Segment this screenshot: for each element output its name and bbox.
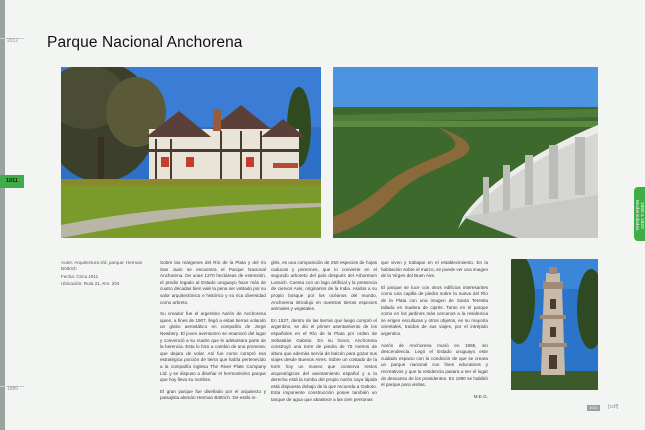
- paragraph: Su creador fue el argentino Aarón de Anchorena quien, a fines de 1907, llegó a estas tierras volando un globo aerostático en compañía de Jorge Newbery. El joven aventurero se enamoró del lugar y convenció a su madre que le adelantara parte de la herencia. Esta lo hizo a cambio de una promesa: que dejara de volar. Así fue como compró esa estratégica porción de tierra que había pertenecido a la compañía inglesa The River Plate Company Ltd. y se dispuso a diseñar el hermosísimo parque que hoy lleva su nombre.: [160, 311, 266, 383]
- timeline-year-top: 2012: [7, 38, 19, 44]
- author-signature: M.E.G.: [473, 393, 488, 399]
- paragraph: El gran parque fue diseñado por el arquitecto y paisajista alemán Herman Böttrich. De estilo in-: [160, 388, 266, 401]
- paragraph: Sobre las márgenes del Río de la Plata y del río San Juan se encuentra el Parque Nacional Anchorena. De unas 1370 hectáreas de extensión, el predio legado al Estado uruguayo hace más de cuatro décadas bien vale la pena ser visitado por su valor arquitectónico e histórico y su rica diversidad como arbreto.: [160, 260, 266, 305]
- section-tab-period: 1880 a 1920: [639, 201, 645, 229]
- text-column-3: [381, 260, 488, 405]
- tower-photo: [511, 259, 598, 390]
- timeline-current-year: 1911: [6, 178, 18, 184]
- section-tab-name: Modernidades: [634, 200, 639, 231]
- river-balcony-photo: [333, 67, 598, 238]
- text-column-2: [271, 260, 377, 408]
- credit-location: Ubicación: Ruta 21, Km. 204: [61, 281, 120, 287]
- text-column-1: [160, 260, 266, 407]
- credit-date: Fecha: Circa 1911: [61, 273, 99, 279]
- timeline-year-bottom: 1880: [7, 386, 19, 392]
- section-tab-label: [634, 190, 644, 240]
- paragraph: El parque se luce con otros edificios interesantes como una capilla de piedra sobre la nueva del Río de la Plata con una imagen de Santa Teresita tallada en madera de ciprés. Tanto en el parque como en los jardines más cercanos a la residencia se erigen esculturas y otros objetos, en su mayoría orientales, traídos de sus viajes, por el intrépido argentino.: [381, 284, 488, 336]
- paragraph: que viven y trabajan en el establecimiento. En la habitación sobre el marco, se puede ver una imagen de la Virgen del Buen Aire.: [381, 260, 488, 279]
- page-title: Parque Nacional Anchorena: [47, 34, 243, 51]
- paragraph: glés, es una composición de 250 especies de hojas caducas y perennes, que lo convierte en el segundo arboreto del país después del Arboretum Lussich. Cuenta con un lago artificial y la presencia de ciervos Axis, originarios de la India. Asidos a su propio bosque por los océanos del mundo, Anchorena introdujo en nuestras tierras especies animales y vegetales.: [271, 260, 377, 312]
- mansion-photo: [61, 67, 321, 238]
- footer-year-badge: 2013: [587, 405, 600, 411]
- timeline-bar: [0, 0, 5, 430]
- credit-author: Autor: Arquitectura s/d, parque: Herman Böttrich: [61, 260, 143, 272]
- paragraph: Aarón de Anchorena murió en 1965, sin descendencia. Legó el Estado uruguayo este cuidado espacio con la condición de que se creara un parque nacional con fines educativos y recreativos y que la residencia pasara a ser el lugar de descanso de los presidentes. En 1990 se habilitó el parque para visitas.: [381, 342, 488, 388]
- footer-brand: [cdf]: [608, 404, 619, 410]
- photo-credits: [61, 260, 156, 289]
- paragraph: En 1527, dentro de las tierras que luego compró el argentino, se dio el primer asentamiento de los españoles en el Río de la Plata por orden de Sebastián Gaboto. En su honor, Anchorena construyó una torre de piedra de 75 metros de altura que además servía de balcón para gozar sus viajes desde Buenos Aires. Sobre un costado de la torre hoy un museo que conserva restos arqueológicos del asentamiento español y a la derecha está la tumba del propio Aarón cuya lápida está dispuesta debajo de la que recuerda a Gaboto. Esta imponente construcción posee también un tanque de agua que abastece a las cien personas: [271, 317, 377, 402]
